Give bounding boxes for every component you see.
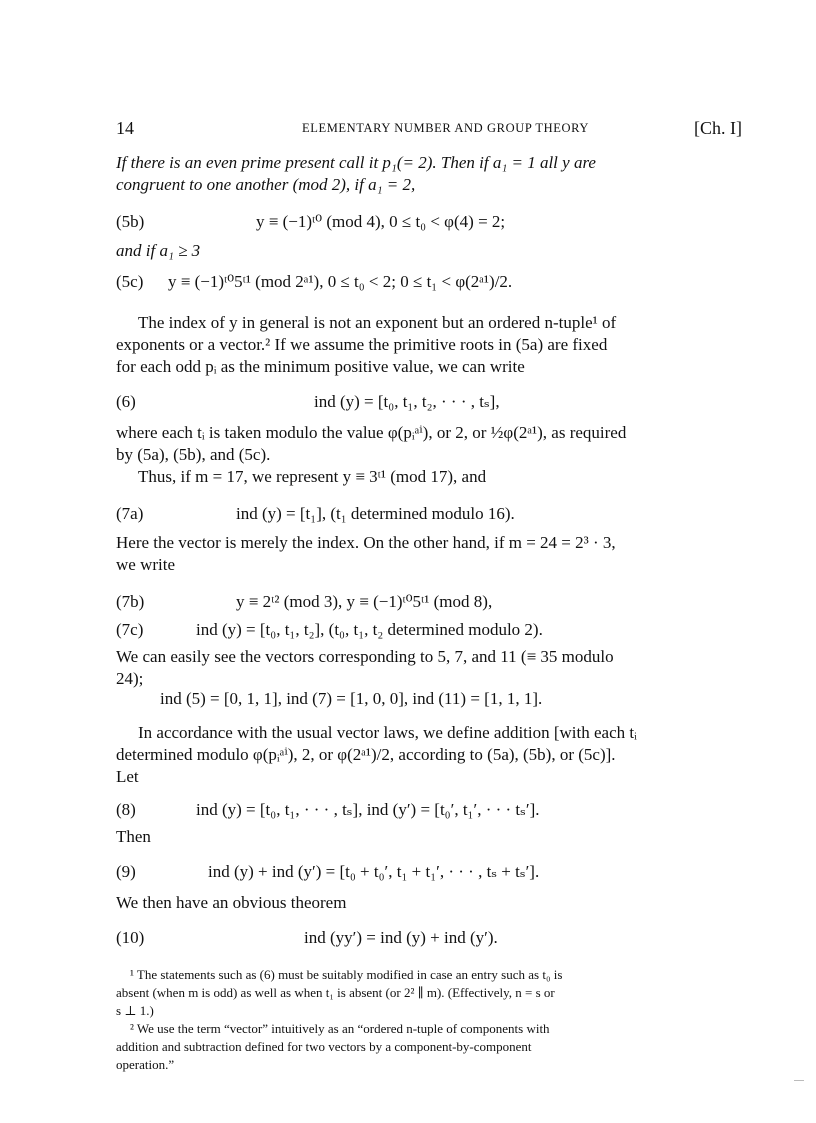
text-line: for each odd pᵢ as the minimum positive value, we can write	[116, 357, 525, 376]
equation-10: ind (yy′) = ind (y) + ind (y′).	[304, 928, 498, 947]
equation-7c: ind (y) = [t₀, t₁, t₂], (t₀, t₁, t₂ determined modulo 2).	[196, 620, 543, 639]
footnote-1-line: absent (when m is odd) as well as when t₁ is absent (or 2² ∥ m). (Effectively, n = s or	[116, 985, 555, 1000]
text-line: and if a₁ ≥ 3	[116, 241, 201, 260]
text-line: The index of y in general is not an exponent but an ordered n-tuple¹ of	[138, 313, 617, 332]
footnote-2-line: ² We use the term “vector” intuitively as an “ordered n-tuple of components with	[130, 1021, 550, 1036]
equation-label-5c: (5c)	[116, 272, 144, 291]
chapter-label: [Ch. I]	[694, 118, 742, 138]
running-header	[116, 118, 742, 142]
equation-9: ind (y) + ind (y′) = [t₀ + t₀′, t₁ + t₁′, · · · , tₛ + tₛ′].	[208, 862, 540, 881]
text-line: 24);	[116, 669, 144, 688]
footnote-2-line: operation.”	[116, 1057, 175, 1072]
equation-label-7b: (7b)	[116, 592, 145, 611]
text-line: Let	[116, 767, 139, 786]
equation-label-7a: (7a)	[116, 504, 144, 523]
text-line: where each tᵢ is taken modulo the value φ(pᵢᵃⁱ), or 2, or ½φ(2ᵃ¹), as required	[116, 423, 627, 442]
equation-label-6: (6)	[116, 392, 136, 411]
equation-8: ind (y) = [t₀, t₁, · · · , tₛ], ind (y′) = [t₀′, t₁′, · · · tₛ′].	[196, 800, 540, 819]
equation-5b: y ≡ (−1)ᵗ⁰ (mod 4), 0 ≤ t₀ < φ(4) = 2;	[256, 212, 506, 231]
equation-label-9: (9)	[116, 862, 136, 881]
equation-label-5b: (5b)	[116, 212, 145, 231]
equation-label-7c: (7c)	[116, 620, 144, 639]
text-line: We can easily see the vectors corresponding to 5, 7, and 11 (≡ 35 modulo	[116, 647, 614, 666]
equation-label-10: (10)	[116, 928, 145, 947]
footnote-2-line: addition and subtraction defined for two vectors by a component-by-component	[116, 1039, 532, 1054]
equation-5c: y ≡ (−1)ᵗ⁰5ᵗ¹ (mod 2ᵃ¹), 0 ≤ t₀ < 2; 0 ≤ t₁ < φ(2ᵃ¹)/2.	[168, 272, 513, 291]
footnote-1-line: ¹ The statements such as (6) must be suitably modified in case an entry such as t₀ is	[130, 967, 563, 982]
equation-label-8: (8)	[116, 800, 136, 819]
equation-6: ind (y) = [t₀, t₁, t₂, · · · , tₛ],	[314, 392, 500, 411]
equation-7a: ind (y) = [t₁], (t₁ determined modulo 16).	[236, 504, 515, 523]
text-line: Then	[116, 827, 151, 846]
running-title: ELEMENTARY NUMBER AND GROUP THEORY	[302, 121, 590, 135]
text-line: In accordance with the usual vector laws, we define addition [with each tᵢ	[138, 723, 637, 742]
equation-7b: y ≡ 2ᵗ² (mod 3), y ≡ (−1)ᵗ⁰5ᵗ¹ (mod 8),	[236, 592, 493, 611]
scan-mark	[794, 1080, 804, 1081]
vector-examples: ind (5) = [0, 1, 1], ind (7) = [1, 0, 0], ind (11) = [1, 1, 1].	[160, 689, 543, 708]
text-line: by (5a), (5b), and (5c).	[116, 445, 271, 464]
text-line: Thus, if m = 17, we represent y ≡ 3ᵗ¹ (mod 17), and	[138, 467, 487, 486]
text-line: We then have an obvious theorem	[116, 893, 347, 912]
text-line: exponents or a vector.² If we assume the primitive roots in (5a) are fixed	[116, 335, 608, 354]
text-line: congruent to one another (mod 2), if a₁ = 2,	[116, 175, 416, 194]
text-line: If there is an even prime present call it p₁(= 2). Then if a₁ = 1 all y are	[116, 153, 596, 172]
footnote-1-line: s ⊥ 1.)	[116, 1003, 154, 1018]
text-line: we write	[116, 555, 176, 574]
text-line: Here the vector is merely the index. On the other hand, if m = 24 = 2³ · 3,	[116, 533, 616, 552]
text-line: determined modulo φ(pᵢᵃⁱ), 2, or φ(2ᵃ¹)/2, according to (5a), (5b), or (5c)].	[116, 745, 616, 764]
page-number: 14	[116, 118, 134, 138]
